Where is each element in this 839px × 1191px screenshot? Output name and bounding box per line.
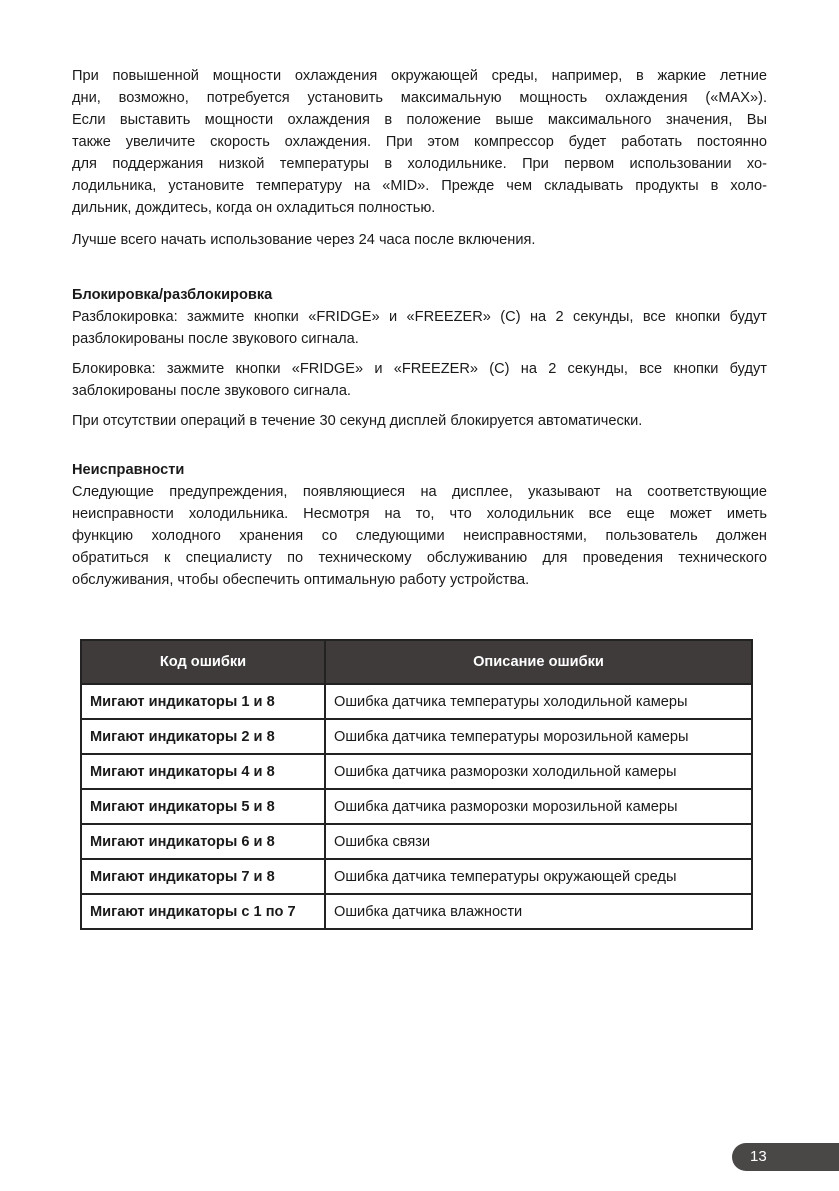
text-line: для поддержания низкой температуры в холодильнике. При первом использовании хо- [72, 156, 767, 172]
error-description: Ошибка датчика температуры окружающей среды [325, 859, 752, 894]
error-description: Ошибка датчика температуры морозильной камеры [325, 719, 752, 754]
text-line: обратиться к специалисту по техническому обслуживанию для проведения технического [72, 550, 767, 566]
section-heading: Блокировка/разблокировка [72, 287, 273, 303]
error-code: Мигают индикаторы 6 и 8 [81, 824, 325, 859]
error-description: Ошибка датчика разморозки холодильной камеры [325, 754, 752, 789]
text-line: Разблокировка: зажмите кнопки «FRIDGE» и «FREEZER» (C) на 2 секунды, все кнопки будут [72, 309, 767, 325]
table-row [81, 754, 752, 789]
text-line: функцию холодного хранения со следующими неисправностями, пользователь должен [72, 528, 767, 544]
text-line: Лучше всего начать использование через 24 часа после включения. [72, 232, 536, 248]
intro-note [72, 229, 767, 251]
error-code: Мигают индикаторы 7 и 8 [81, 859, 325, 894]
section-heading: Неисправности [72, 462, 185, 478]
error-code: Мигают индикаторы 5 и 8 [81, 789, 325, 824]
text-line: Блокировка: зажмите кнопки «FRIDGE» и «FREEZER» (C) на 2 секунды, все кнопки будут [72, 361, 767, 377]
table-row [81, 859, 752, 894]
table-row [81, 684, 752, 719]
error-code: Мигают индикаторы 2 и 8 [81, 719, 325, 754]
text-line: заблокированы после звукового сигнала. [72, 383, 351, 399]
error-code: Мигают индикаторы 4 и 8 [81, 754, 325, 789]
table-header-row [81, 640, 752, 684]
table-row [81, 824, 752, 859]
error-description: Ошибка связи [325, 824, 752, 859]
text-line: также увеличите скорость охлаждения. При этом компрессор будет работать постоянно [72, 134, 767, 150]
text-line: При отсутствии операций в течение 30 секунд дисплей блокируется автоматически. [72, 413, 643, 429]
text-line: разблокированы после звукового сигнала. [72, 331, 359, 347]
error-description: Ошибка датчика температуры холодильной камеры [325, 684, 752, 719]
page-number: 13 [732, 1143, 839, 1171]
text-line: Следующие предупреждения, появляющиеся на дисплее, указывают на соответствующие [72, 484, 767, 500]
text-line: дильник, дождитесь, когда он охладиться полностью. [72, 200, 436, 216]
text-line: Если выставить мощности охлаждения в положение выше максимального значения, Вы [72, 112, 767, 128]
text-line: обслуживания, чтобы обеспечить оптимальную работу устройства. [72, 572, 530, 588]
text-line: лодильника, установите температуру на «MID». Прежде чем складывать продукты в холо- [72, 178, 767, 194]
header-description: Описание ошибки [325, 640, 752, 684]
lock-section [72, 284, 767, 432]
text-line: При повышенной мощности охлаждения окружающей среды, например, в жаркие летние [72, 68, 767, 84]
error-description: Ошибка датчика влажности [325, 894, 752, 929]
text-line: неисправности холодильника. Несмотря на то, что холодильник все еще может иметь [72, 506, 767, 522]
error-code: Мигают индикаторы 1 и 8 [81, 684, 325, 719]
error-code: Мигают индикаторы с 1 по 7 [81, 894, 325, 929]
table-row [81, 894, 752, 929]
table-row [81, 719, 752, 754]
error-code-table [80, 639, 753, 930]
faults-section [72, 459, 767, 591]
header-code: Код ошибки [81, 640, 325, 684]
text-line: дни, возможно, потребуется установить максимальную мощность охлаждения («MAX»). [72, 90, 767, 106]
intro-paragraph [72, 65, 767, 219]
table-row [81, 789, 752, 824]
error-description: Ошибка датчика разморозки морозильной камеры [325, 789, 752, 824]
